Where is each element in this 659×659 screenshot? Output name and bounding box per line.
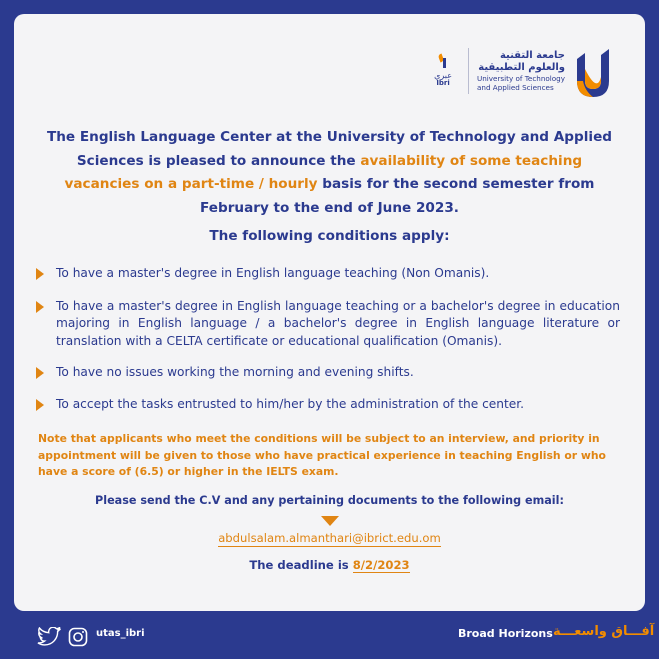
send-instruction: Please send the C.V and any pertaining documents to the following email: [95, 494, 564, 507]
logo-divider [468, 48, 469, 94]
bullet-triangle-icon [36, 399, 44, 411]
bullet-triangle-icon [36, 367, 44, 379]
slogan-english: Broad Horizons [458, 627, 553, 640]
list-item [36, 396, 620, 414]
intro-highlight: availability of some teaching vacancies on a part-time / hourly [64, 152, 583, 193]
deadline [14, 558, 645, 572]
instagram-icon[interactable] [67, 626, 89, 648]
intro-text-1: The English Language Center at the University of Technology and Applied Sciences is pleased to announce the [46, 129, 613, 169]
bullet-triangle-icon [36, 268, 44, 280]
intro-text-2: basis for the second semester from February to the end of June 2023. [200, 176, 595, 216]
condition-text: To have a master's degree in English language teaching (Non Omanis). [56, 266, 490, 280]
priority-note: Note that applicants who meet the conditions will be subject to an interview, and priority in appointment will be given to those who have practical experience in teaching English or who have a score of (6.5) or higher in the IELTS exam. [38, 432, 606, 479]
branch-arabic: عبري [434, 71, 452, 81]
list-item [36, 298, 620, 351]
university-name-arabic-2: والعلوم التطبيقية [478, 62, 565, 73]
ibri-branch-mark [434, 54, 452, 88]
down-arrow-icon [321, 516, 339, 526]
list-item [36, 265, 620, 283]
university-name-arabic-1: جامعة التقنية [499, 50, 565, 61]
list-item [36, 364, 620, 382]
utas-logo-icon [571, 41, 615, 101]
announcement-intro [44, 126, 615, 220]
university-name [477, 50, 565, 92]
social-handle: utas_ibri [96, 628, 145, 639]
university-name-english-2: and Applied Sciences [476, 83, 554, 92]
announcement-card [14, 14, 645, 611]
conditions-list [36, 265, 620, 414]
condition-text: To have no issues working the morning and evening shifts. [56, 365, 414, 380]
deadline-label: The deadline is [249, 558, 353, 572]
twitter-icon[interactable] [36, 626, 62, 648]
condition-text: To accept the tasks entrusted to him/her by the administration of the center. [56, 396, 525, 411]
email-link[interactable]: abdulsalam.almanthari@ibrict.edu.om [218, 531, 441, 545]
university-name-english-1: University of Technology [476, 74, 565, 83]
conditions-title: The following conditions apply: [209, 228, 450, 244]
bullet-triangle-icon [36, 301, 44, 313]
condition-text: To have a master's degree in English language teaching or a bachelor's degree in education majoring in English language / a bachelor's degree in English language literature or translation with a CELTA certificate or educational qualification (Omanis). [56, 298, 620, 348]
university-logo [434, 36, 615, 106]
email-row [14, 531, 645, 545]
deadline-date: 8/2/2023 [352, 558, 410, 572]
branch-english: Ibri [436, 79, 450, 88]
ibri-icon [438, 54, 448, 70]
slogan-arabic: آفـــاق واسعـــة [553, 624, 655, 639]
